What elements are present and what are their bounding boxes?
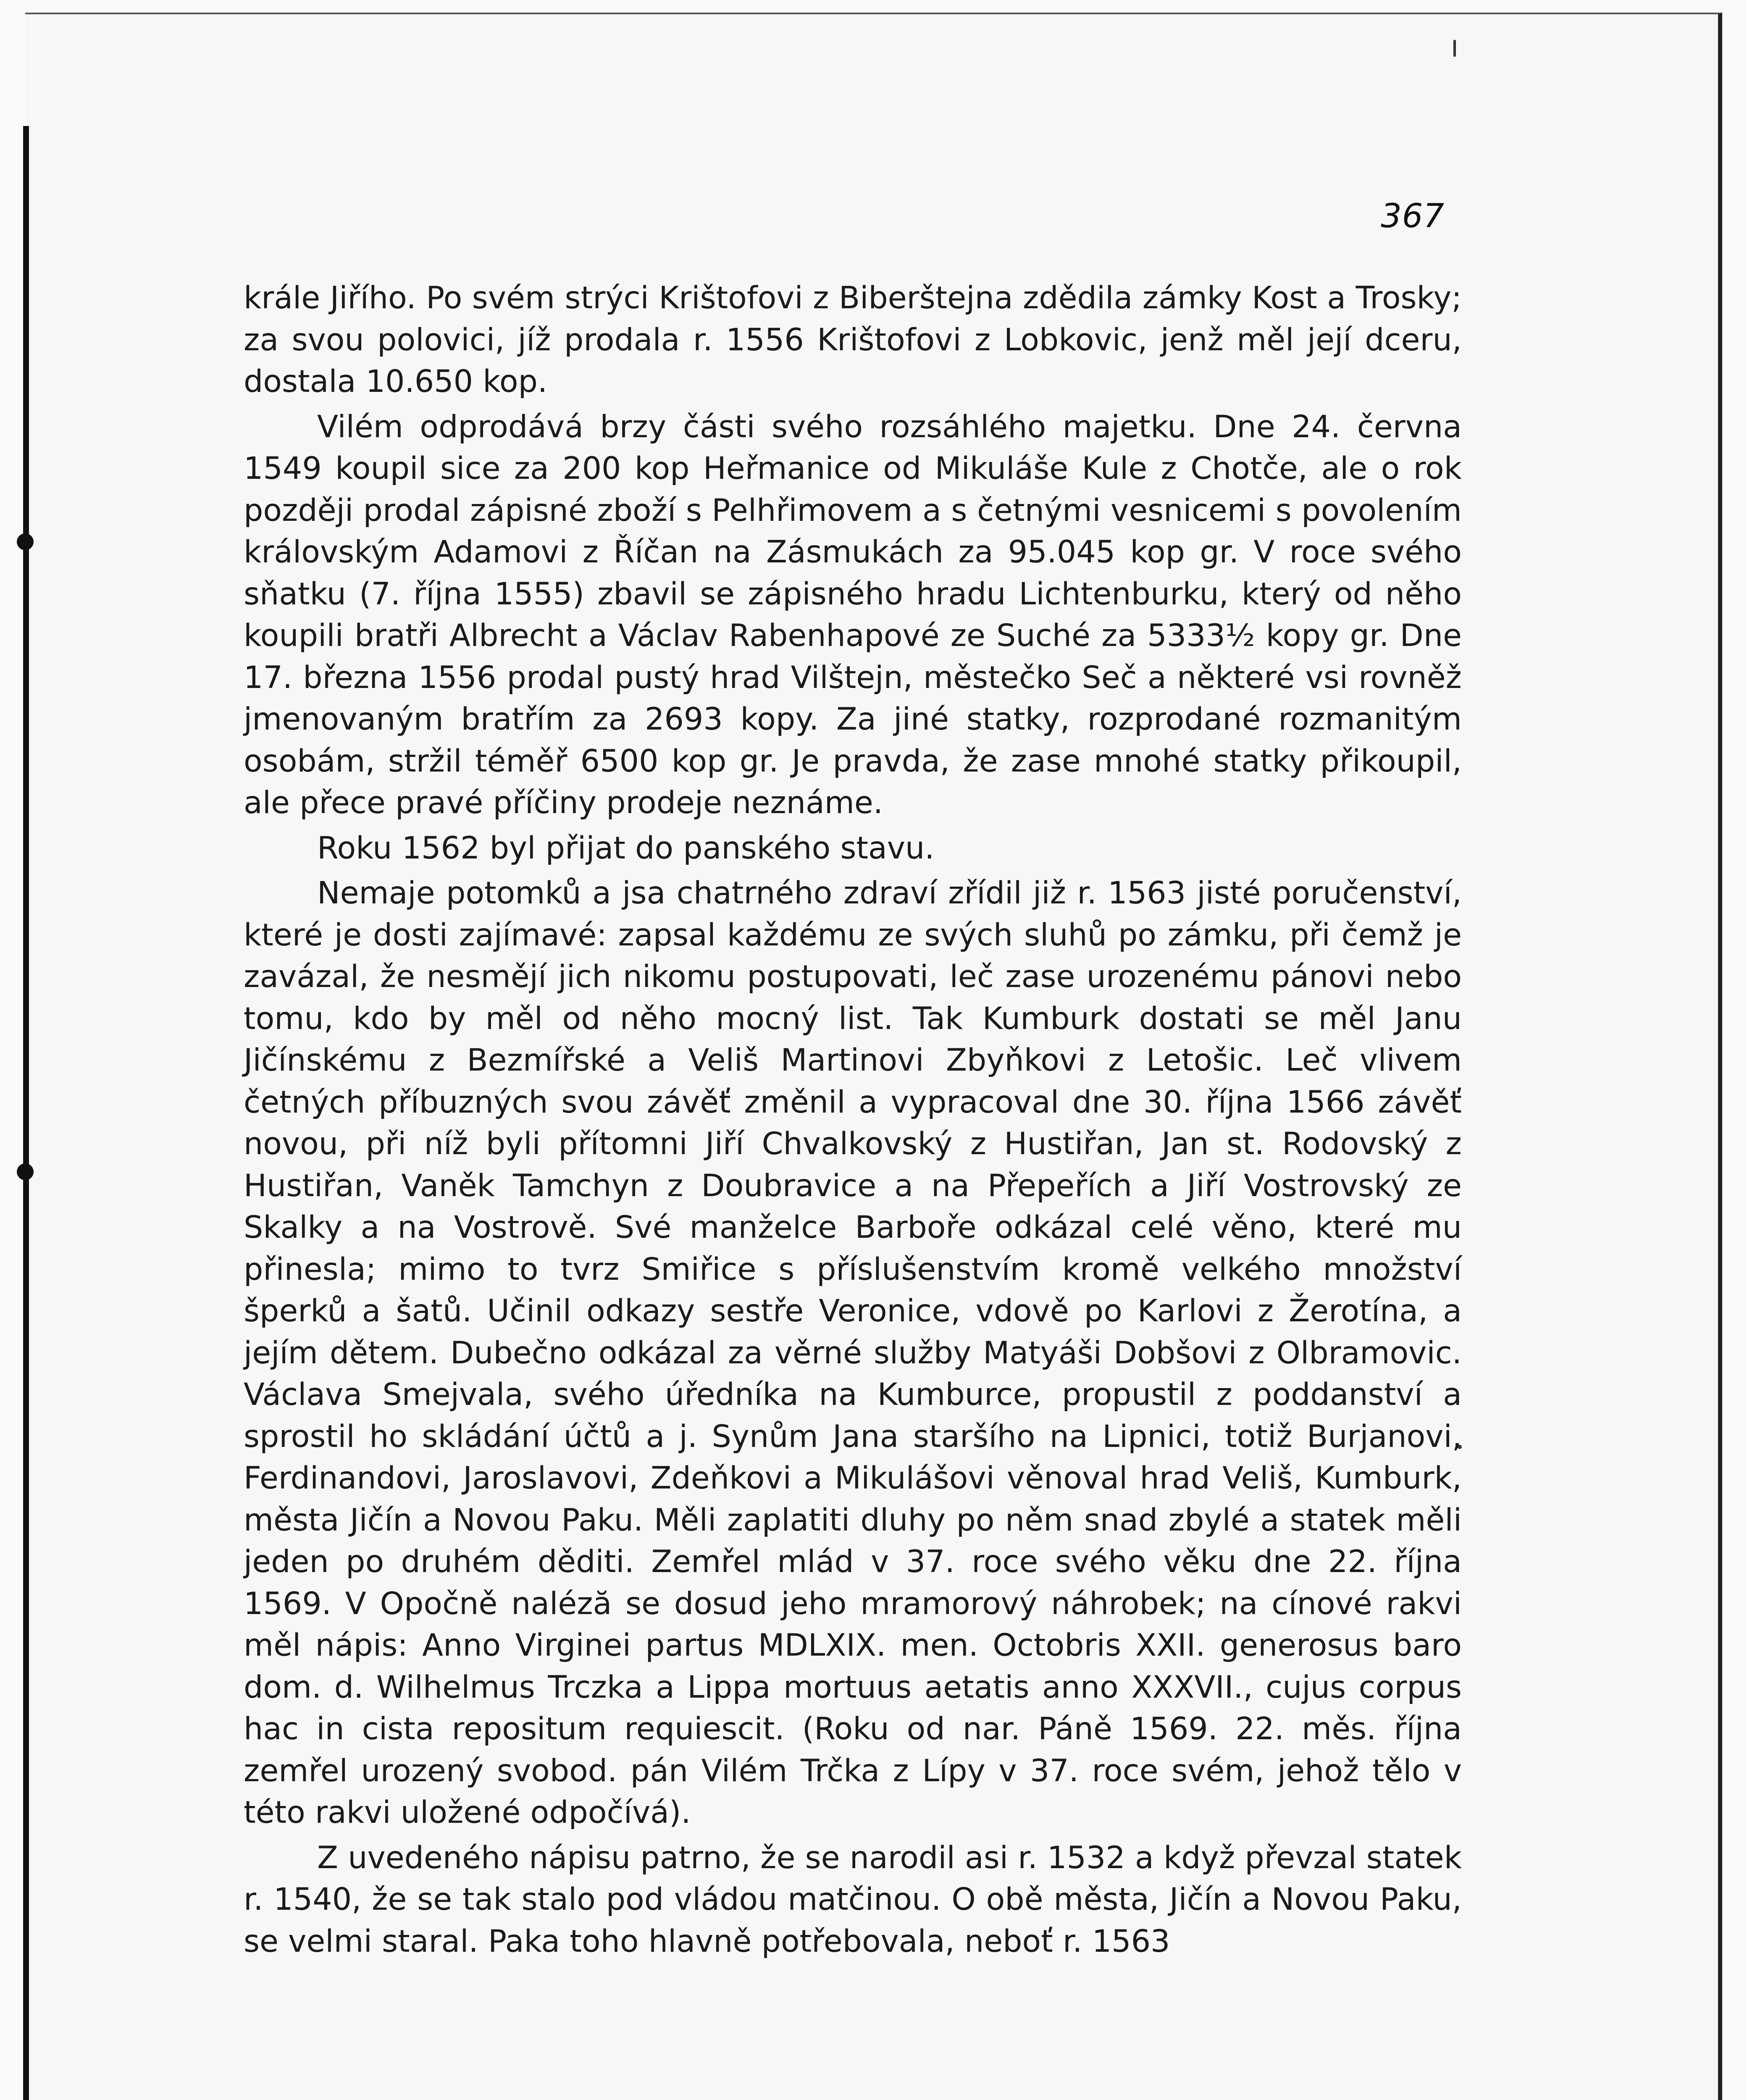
paragraph: Nemaje potomků a jsa chatrného zdraví zřídil již r. 1563 jisté poručenství, které je dosti zajímavé: zapsal každému ze svých sluhů po zámku, při čemž je zavázal, že nesmějí jich nikomu postupovati, leč zase urozenému pánovi nebo tomu, kdo by měl od něho mocný list. Tak Kumburk dostati se měl Janu Jičínskému z Bezmířské a Veliš Martinovi Zbyňkovi z Letošic. Leč vlivem četných příbuzných svou závěť změnil a vypracoval dne 30. října 1566 závěť novou, při níž byli přítomni Jiří Chvalkovský z Hustiřan, Jan st. Rodovský z Hustiřan, Vaněk Tamchyn z Doubravice a na Přepeřích a Jiří Vostrovský ze Skalky a na Vostrově. Své manželce Barboře odkázal celé věno, které mu přinesla; mimo to tvrz Smiřice s příslušenstvím kromě velkého množství šperků a šatů. Učinil odkazy sestře Veronice, vdově po Karlovi z Žerotína, a jejím dětem. Dubečno odkázal za věrné služby Matyáši Dobšovi z Olbramovic. Václava Smejvala, svého úředníka na Kumburce, propustil z poddanství a sprostil ho skládání účtů a j. Synům Jana staršího na Lipnici, totiž Burjanovi, Ferdinandovi, Jaroslavovi, Zdeňkovi a Mikulášovi věnoval hrad Veliš, Kumburk, města Jičín a Novou Paku. Měli zaplatiti dluhy po něm snad zbylé a statek měli jeden po druhém děditi. Zemřel mlád v 37. roce svého věku dne 22. října 1569. V Opočně naléză se dosud jeho mramorový náhrobek; na cínové rakvi měl nápis: Anno Virginei partus MDLXIX. men. Octobris XXII. generosus baro dom. d. Wilhelmus Trczka a Lippa mortuus aetatis anno XXXVII., cujus corpus hac in cista repositum requiescit. (Roku od nar. Páně 1569. 22. měs. října zemřel urozený svobod. pán Vilém Trčka z Lípy v 37. roce svém, jehož tělo v této rakvi uložené odpočívá). — [244, 875, 1462, 1830]
paper-speck — [1453, 40, 1456, 57]
paragraph: krále Jiřího. Po svém strýci Krištofovi z Biberštejna zdědila zámky Kost a Trosky; za svou polovici, jíž prodala r. 1556 Krištofovi z Lobkovic, jenž měl její dceru, dostala 10.650 kop. — [244, 280, 1462, 399]
body-text — [244, 277, 1462, 1962]
page-number: 367 — [1381, 197, 1445, 235]
paragraph: Vilém odprodává brzy části svého rozsáhlého majetku. Dne 24. června 1549 koupil sice za 200 kop Heřmanice od Mikuláše Kule z Chotče, ale o rok později prodal zápisné zboží s Pelhřimovem a s četnými vesnicemi s povolením královským Adamovi z Říčan na Zásmukách za 95.045 kop gr. V roce svého sňatku (7. října 1555) zbavil se zápisného hradu Lichtenburku, který od něho koupili bratři Albrecht a Václav Rabenhapové ze Suché za 5333½ kopy gr. Dne 17. března 1556 prodal pustý hrad Vilštejn, městečko Seč a některé vsi rovněž jmenovaným bratřím za 2693 kopy. Za jiné statky, rozprodané rozmanitým osobám, stržil téměř 6500 kop gr. Je pravda, že zase mnohé statky přikoupil, ale přece pravé příčiny prodeje neznáme. — [244, 409, 1462, 821]
binding-edge — [23, 126, 29, 2100]
binding-hole-mark — [17, 533, 34, 550]
paragraph: Roku 1562 byl přijat do panského stavu. — [317, 830, 935, 866]
binding-hole-mark — [17, 1163, 34, 1180]
paragraph: Z uvedeného nápisu patrno, že se narodil asi r. 1532 a když převzal statek r. 1540, že se tak stalo pod vládou matčinou. O obě města, Jičín a Novou Paku, se velmi staral. Paka toho hlavně potřebovala, neboť r. 1563 — [244, 1840, 1462, 1959]
